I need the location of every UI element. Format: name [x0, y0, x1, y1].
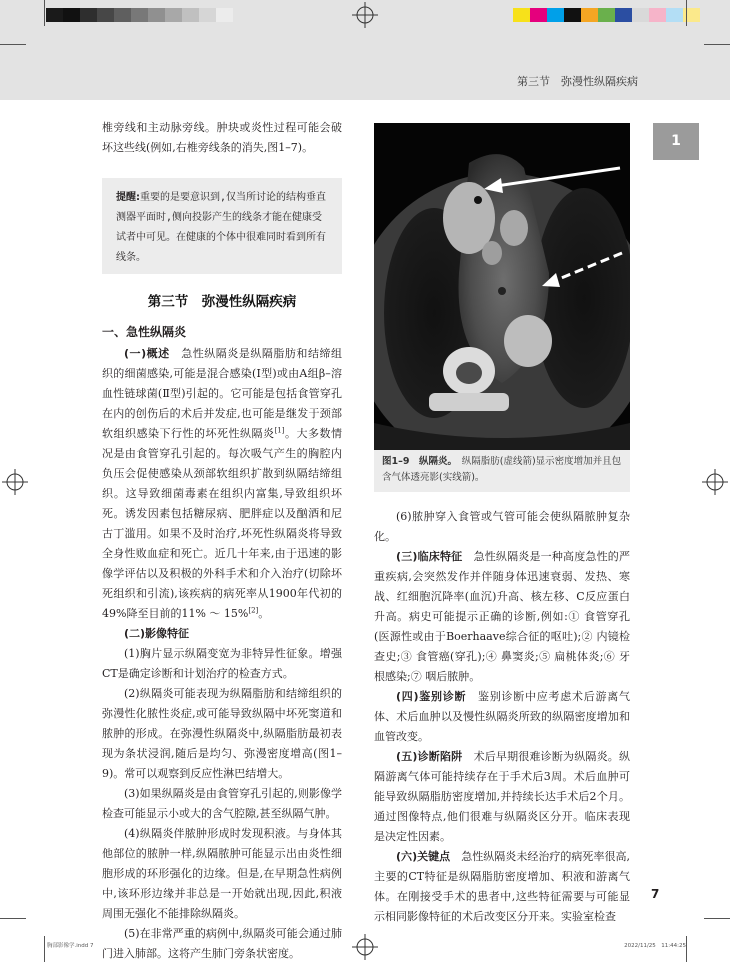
- crop-mark: [0, 918, 26, 919]
- figure-caption: [382, 454, 626, 486]
- paragraph: (1)胸片显示纵隔变宽为非特异性征象。增强CT是确定诊断和计划治疗的检查方式。: [102, 647, 342, 680]
- citation: [1]: [274, 426, 285, 435]
- ct-image: [374, 123, 630, 450]
- left-text-column: [102, 118, 342, 964]
- paragraph: (4)纵隔炎伴脓肿形成时发现积液。与身体其他部位的脓肿一样,纵隔脓肿可能显示出由炎性细胞形成的环形强化的边缘。但是,在早期急性病例中,该环形边缘并非总是一开始就出现,因此,积液周围无强化不能排除纵隔炎。: [102, 827, 342, 920]
- text: 。: [258, 607, 270, 620]
- paragraph-key-points: [374, 847, 630, 927]
- subheading-clinical: (三)临床特征: [396, 550, 463, 563]
- paragraph-differential: [374, 687, 630, 747]
- paragraph: (5)在非常严重的病例中,纵隔炎可能会通过肺门进入肺部。这将产生肺门旁条状密度。: [102, 927, 342, 960]
- text: 急性纵隔炎未经治疗的病死率很高,主要的CT特征是纵隔脂肪密度增加、积液和游离气体。在刚接受手术的患者中,这些特征需要与可能显示相同影像特征的术后改变区分开来。实验室检查: [374, 850, 631, 923]
- reminder-label: 提醒:: [116, 192, 140, 203]
- registration-mark-icon: [352, 934, 378, 960]
- subheading-differential: (四)鉴别诊断: [396, 690, 467, 703]
- paragraph-pitfalls: [374, 747, 630, 847]
- grayscale-calibration-bar: [46, 8, 233, 22]
- footer-timestamp: 2022/11/25 11:44:25: [624, 943, 686, 949]
- subheading-pitfalls: (五)诊断陷阱: [396, 750, 463, 763]
- paragraph: (2)纵隔炎可能表现为纵隔脂肪和结缔组织的弥漫性化脓性炎症,或可能导致纵隔中坏死窦道和脓肿的形成。在弥漫性纵隔炎中,纵隔脂肪最初表现为条状浸润,随后是均匀、弥漫密度增高(图1–9)。常可以观察到反应性淋巴结增大。: [102, 687, 342, 780]
- paragraph: (6)脓肿穿入食管或气管可能会使纵隔脓肿复杂化。: [374, 510, 630, 543]
- paragraph-clinical: [374, 547, 630, 687]
- crop-mark: [0, 44, 26, 45]
- running-head: 第三节 弥漫性纵隔疾病: [517, 75, 638, 88]
- paragraph: 椎旁线和主动脉旁线。肿块或炎性过程可能会破坏这些线(例如,右椎旁线条的消失,图1–7)。: [102, 121, 342, 154]
- heading-acute-mediastinitis: 一、急性纵隔炎: [102, 325, 187, 339]
- reminder-text: 重要的是要意识到,仅当所讨论的结构垂直测器平面时,侧向投影产生的线条才能在健康受试者中可见。在健康的个体中很难同时看到所有线条。: [116, 192, 327, 263]
- color-calibration-bar: [513, 8, 700, 22]
- subheading-imaging: (二)影像特征: [124, 627, 190, 640]
- crop-mark: [44, 0, 45, 26]
- citation: [2]: [248, 606, 259, 615]
- crop-mark: [686, 0, 687, 26]
- registration-mark-icon: [2, 469, 28, 495]
- crop-mark: [704, 44, 730, 45]
- reminder-box: [102, 178, 342, 274]
- text: 急性纵隔炎是一种高度急性的严重疾病,会突然发作并伴随身体迅速衰弱、发热、寒战、红细胞沉降率(血沉)升高、核左移、C反应蛋白升高。病史可能提示正确的诊断,例如:① 食管穿孔(医源性或由于Boerhaave综合征的呕吐);② 内镜检查史;③ 食管癌(穿孔);④ 鼻窦炎;⑤ 扁桃体炎;⑥ 牙根感染;⑦ 咽后脓肿。: [374, 550, 630, 683]
- paragraph: (3)如果纵隔炎是由食管穿孔引起的,则影像学检查可能显示小或大的含气腔隙,甚至纵隔气肿。: [102, 787, 342, 820]
- figure-label: 图1–9 纵隔炎。: [382, 456, 453, 467]
- registration-mark-icon: [702, 469, 728, 495]
- right-text-column: [374, 507, 630, 927]
- chapter-tab: 1: [653, 123, 699, 160]
- registration-mark-icon: [352, 2, 378, 28]
- text: 术后早期很难诊断为纵隔炎。纵隔游离气体可能持续存在于手术后3周。术后血肿可能导致纵隔脂肪密度增加,并持续长达手术后2个月。通过图像特点,他们很难与纵隔炎区分开。临床表现是决定性因素。: [374, 750, 630, 843]
- page-number: 7: [651, 887, 660, 901]
- subheading-overview: (一)概述: [124, 347, 170, 360]
- subheading-key-points: (六)关键点: [396, 850, 451, 863]
- crop-mark: [44, 936, 45, 962]
- text: 。大多数情况是由食管穿孔引起的。每次吸气产生的胸腔内负压会促使感染从颈部软组织扩散到纵隔结缔组织。这导致细菌毒素在组织内富集,导致组织坏死。诱发因素包括糖尿病、肥胖症以及酗酒和尼古丁滥用。如果不及时治疗,坏死性纵隔炎将导致全身性败血症和死亡。近几十年来,由于迅速的影像学评估以及积极的外科手术和介入治疗(切除坏死组织和引流),该疾病的病死率从1900年代初的49%降至目前的11% ～ 15%: [102, 427, 343, 620]
- text: 鉴别诊断中应考虑术后游离气体、术后血肿以及慢性纵隔炎所致的纵隔密度增加和血管改变。: [374, 690, 631, 743]
- footer-filename: 胸部影像学.indd 7: [47, 943, 94, 949]
- section-title: 第三节 弥漫性纵隔疾病: [147, 294, 297, 310]
- text: 急性纵隔炎是纵隔脂肪和结缔组织的细菌感染,可能是混合感染(Ⅰ型)或由A组β–溶血性链球菌(Ⅱ型)引起的。它可能是包括食管穿孔在内的创伤后的术后并发症,也可能是继发于颈部软组织感染下行性的坏死性纵隔炎: [102, 347, 343, 440]
- caption-text: 纵隔脂肪(虚线箭)显示密度增加并且包含气体透亮影(实线箭)。: [382, 456, 622, 483]
- crop-mark: [686, 936, 687, 962]
- crop-mark: [704, 918, 730, 919]
- paragraph-overview: [102, 344, 342, 624]
